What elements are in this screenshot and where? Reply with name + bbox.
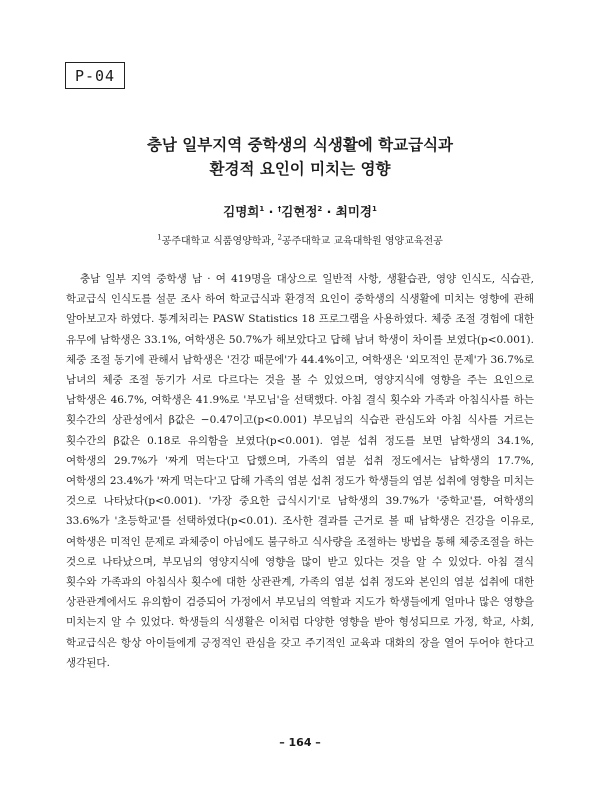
affiliation-number: 2 bbox=[277, 233, 282, 242]
author-1 bbox=[223, 204, 278, 219]
affiliation-text: 공주대학교 식품영양학과, bbox=[161, 236, 278, 247]
affiliation-text: 공주대학교 교육대학원 영양교육전공 bbox=[281, 236, 443, 247]
author-3 bbox=[336, 204, 377, 219]
author-name: 최미경 bbox=[335, 204, 372, 219]
corresponding-author-mark: † bbox=[277, 204, 282, 213]
author-2 bbox=[278, 204, 336, 219]
author-list bbox=[0, 202, 600, 220]
session-code-badge: P-04 bbox=[65, 62, 125, 89]
title-line-1: 충남 일부지역 중학생의 식생활에 학교급식과 bbox=[146, 136, 454, 154]
author-affiliation-number: 1 bbox=[371, 204, 377, 213]
author-affiliation-number: 2 bbox=[317, 204, 323, 213]
affiliation-number: 1 bbox=[157, 233, 162, 242]
page-number: – 164 – bbox=[279, 736, 321, 749]
author-separator: · bbox=[264, 204, 278, 219]
author-name: 김현정 bbox=[281, 204, 318, 219]
affiliations bbox=[0, 232, 600, 247]
paper-title bbox=[0, 133, 600, 181]
abstract-body: 충남 일부 지역 중학생 남 · 여 419명을 대상으로 일반적 사항, 생활습관, 영양 인식도, 식습관, 학교급식 인식도를 설문 조사 하여 학교급식과 환경적 요인이 중학생의 식생활에 미치는 영향에 관해 알아보고자 하였다. 통계처리는 PASW Statistics 18 프로그램을 사용하였다. 체중 조절 경험에 대한 유무에 남학생은 33.1%, 여학생은 50.7%가 해보았다고 답해 남녀 학생이 차이를 보였다(p<0.001). 체중 조절 동기에 관해서 남학생은 '건강 때문에'가 44.4%이고, 여학생은 '외모적인 문제'가 36.7%로 남녀의 체중 조절 동기가 서로 다르다는 것을 볼 수 있었으며, 영양지식에 영향을 주는 요인으로 남학생은 46.7%, 여학생은 41.9%로 '부모님'을 선택했다. 아침 결식 횟수와 가족과 아침식사를 하는 횟수간의 상관성에서 β값은 −0.47이고(p<0.001) 부모님의 식습관 관심도와 아침 식사를 거르는 횟수간의 β값은 0.18로 유의함을 보였다(p<0.001). 염분 섭취 정도를 보면 남학생의 34.1%, 여학생의 29.7%가 '짜게 먹는다'고 답했으며, 가족의 염분 섭취 정도에서는 남학생의 17.7%, 여학생의 23.4%가 '짜게 먹는다'고 답해 가족의 염분 섭취 정도가 학생들의 염분 섭취에 영향을 미치는 것으로 나타났다(p<0.001). '가장 중요한 급식시기'로 남학생의 39.7%가 '중학교'를, 여학생의 33.6%가 '초등학교'를 선택하였다(p<0.01). 조사한 결과를 근거로 볼 때 남학생은 건강을 이유로, 여학생은 미적인 문제로 과체중이 아님에도 불구하고 식사량을 조절하는 방법을 통해 체중조절을 하는 것으로 나타났으며, 부모님의 영양지식에 영향을 많이 받고 있다는 것을 알 수 있었다. 아침 결식 횟수와 가족과의 아침식사 횟수에 대한 상관관계, 가족의 염분 섭취 정도와 본인의 염분 섭취에 대한 상관관계에서도 유의함이 검증되어 가정에서 부모님의 역할과 지도가 학생들에게 얼마나 많은 영향을 미치는지 알 수 있었다. 학생들의 식생활은 이처럼 다양한 영향을 받아 형성되므로 가정, 학교, 사회, 학교급식은 항상 아이들에게 긍정적인 관심을 갖고 주기적인 교육과 대화의 장을 열어 두어야 한다고 생각된다. bbox=[66, 273, 534, 669]
author-name: 김명희 bbox=[223, 204, 260, 219]
author-affiliation-number: 1 bbox=[259, 204, 265, 213]
title-line-2: 환경적 요인이 미치는 영향 bbox=[209, 160, 391, 178]
author-separator: · bbox=[322, 204, 336, 219]
